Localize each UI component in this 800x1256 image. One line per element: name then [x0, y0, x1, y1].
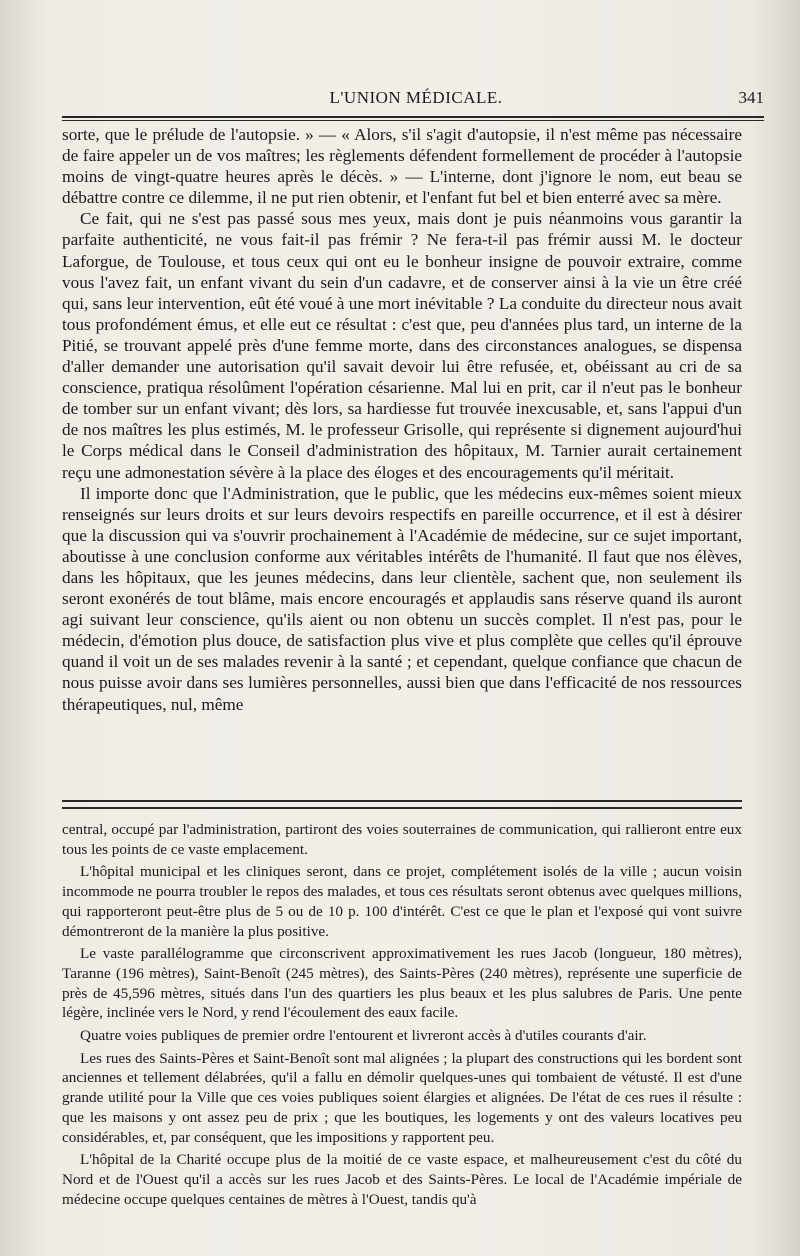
journal-title: L'UNION MÉDICALE. [329, 88, 503, 107]
footer-text [62, 820, 742, 1212]
footer-paragraph: Quatre voies publiques de premier ordre l'entourent et livreront accès à d'utiles courants d'air. [80, 1027, 647, 1045]
footer-paragraph: L'hôpital de la Charité occupe plus de la moitié de ce vaste espace, et malheureusement c'est du côté du Nord et de l'Ouest qu'il a accès sur les rues Jacob et des Saints-Pères. Le local de l'Académie impériale de médecine occupe quelques centaines de mètres à l'Ouest, tandis qu'à [62, 1151, 742, 1208]
footer-paragraph: Les rues des Saints-Pères et Saint-Benoît sont mal alignées ; la plupart des constructions qui les bordent sont anciennes et tellement délabrées, qu'il a fallu en démolir quelques-unes qui tombaient de vétusté. Il est d'une grande utilité pour la Ville que ces voies publiques soient élargies et alignées. De l'état de ces rues il résulte : que les maisons y ont assez peu de prix ; que les boutiques, les logements y ont des valeurs locatives peu considérables, et, par conséquent, que les impositions y rapportent peu. [62, 1049, 742, 1146]
header-rule-thin [62, 120, 764, 121]
header-rule [62, 116, 764, 118]
main-paragraph: Il importe donc que l'Administration, que le public, que les médecins eux-mêmes soient mieux renseignés sur leurs droits et sur leurs devoirs respectifs en pareille occurrence, et il est à désirer que la discussion qui va s'ouvrir prochainement à l'Académie de médecine, sur ce sujet important, aboutisse à une conclusion conforme aux véritables intérêts de l'humanité. Il faut que nos élèves, dans les hôpitaux, que les jeunes médecins, dans leur clientèle, sachent que, non seulement ils seront exonérés de tout blâme, mais encore encouragés et applaudis sans réserve quand ils auront agi suivant leur conscience, qu'ils aient ou non obtenu un succès complet. Il n'est pas, pour le médecin, d'émotion plus douce, de satisfaction plus vive et plus complète que celles qu'il éprouve quand il voit un de ses malades revenir à la santé ; et cependant, quelque confiance que chacun de nous puisse avoir dans ses lumières personnelles, aussi bien que dans l'efficacité de nos ressources thérapeutiques, nul, même [62, 483, 742, 714]
footer-paragraph: Le vaste parallélogramme que circonscrivent approximativement les rues Jacob (longueur, 180 mètres), Taranne (196 mètres), Saint-Benoît (245 mètres), des Saints-Pères (240 mètres), représente une superficie de près de 45,596 mètres, situés dans l'un des quartiers les plus beaux et les plus salubres de Paris. Une pente légère, inclinée vers le Nord, y rend l'écoulement des eaux facile. [62, 945, 742, 1022]
footer-paragraph: L'hôpital municipal et les cliniques seront, dans ce projet, complétement isolés de la ville ; aucun voisin incommode ne pourra troubler le repos des malades, et tous ces résultats seront obtenus avec quelques millions, qui rapporteront peut-être plus de 5 ou de 10 p. 100 d'intérêt. C'est ce que le plan et l'exposé qui vont suivre démontreront de la manière la plus positive. [62, 863, 742, 940]
running-header [62, 86, 770, 112]
main-text [62, 124, 742, 715]
main-paragraph: Ce fait, qui ne s'est pas passé sous mes yeux, mais dont je puis néanmoins vous garantir la parfaite authenticité, ne vous fait-il pas frémir ? Ne fera-t-il pas frémir aussi M. le docteur Laforgue, de Toulouse, et tous ceux qui ont eu le bonheur insigne de pouvoir extraire, comme vous l'avez fait, un enfant vivant du sein d'un cadavre, et de conserver ainsi à la vie un être créé qui, sans leur intervention, eût été voué à une mort inévitable ? La conduite du directeur nous avait tous profondément émus, et elle eut ce résultat : c'est que, peu d'années plus tard, un interne de la Pitié, se trouvant appelé près d'une femme morte, dans des circonstances analogues, se dispensa d'aller demander une autorisation qu'il savait devoir lui être refusée, et, obéissant au cri de sa conscience, pratiqua résolûment l'opération césarienne. Mal lui en prit, car il n'eut pas le bonheur de tomber sur un enfant vivant; dès lors, sa hardiesse fut trouvée inexcusable, et, sans l'appui d'un de nos maîtres les plus estimés, M. le professeur Grisolle, qui représente si dignement aujourd'hui le Corps médical dans le Conseil d'administration des hôpitaux, M. Tarnier aurait certainement reçu une admonestation sévère à la place des éloges et des encouragements qu'il méritait. [62, 209, 742, 482]
section-divider [62, 800, 742, 809]
footer-paragraph: central, occupé par l'administration, partiront des voies souterraines de communication, qui rallieront entre eux tous les points de ce vaste emplacement. [62, 821, 742, 858]
main-paragraph: sorte, que le prélude de l'autopsie. » — « Alors, s'il s'agit d'autopsie, il n'est même pas nécessaire de faire appeler un de vos maîtres; les règlements défendent formellement de procéder à l'autopsie moins de vingt-quatre heures après le décès. » — L'interne, dont j'ignore le nom, eut beau se débattre contre ce dilemme, il ne put rien obtenir, et l'enfant fut bel et bien enterré avec sa mère. [62, 125, 742, 208]
page-number: 341 [738, 88, 764, 107]
